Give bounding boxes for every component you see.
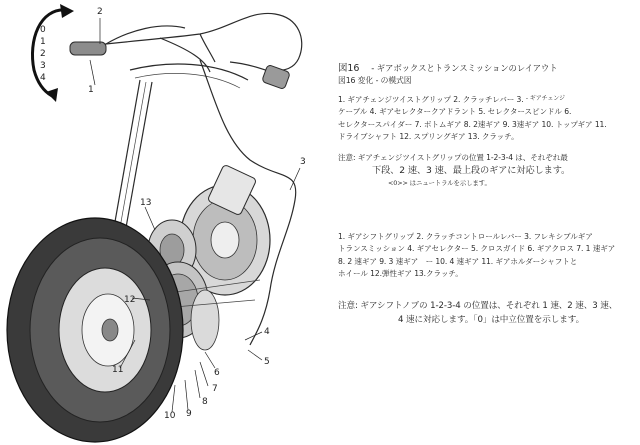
parts-list-1-line: 1. ギアチェンジツイストグリップ 2. クラッチレバー 3. $^{- ギアチェンジ}$ (338, 95, 565, 104)
callout-10: 10 (164, 411, 176, 421)
figure-title (338, 62, 636, 75)
parts-list-1 (338, 93, 636, 144)
parts-list-2-line: トランスミッション 4. ギアセレクター 5. クロスガイド 6. ギアクロス 7. 1 速ギア (338, 244, 616, 254)
callout-7: 7 (212, 384, 218, 394)
wheel (7, 218, 183, 442)
note-1-line: 下段、2 速、3 速、最上段のギアに対応します。 (372, 165, 571, 177)
grip-position-1: 1 (40, 37, 46, 47)
callout-9: 9 (186, 409, 192, 419)
callout-13: 13 (140, 198, 152, 208)
caption-column (338, 62, 636, 327)
note-1-line: 注意: ギアチェンジツイストグリップの位置 1-2-3-4 は、それぞれ最 (338, 152, 568, 162)
parts-list-2 (338, 231, 636, 281)
callout-12: 12 (124, 295, 136, 305)
callout-2: 2 (97, 7, 103, 17)
parts-list-1-line: ケーブル 4. ギアセレクタークアドラント 5. セレクタースピンドル 6. (338, 107, 572, 117)
callout-3: 3 (300, 157, 306, 167)
note-1-line: <0>> はニュートラルを示します。 (388, 179, 491, 188)
handlebar (70, 13, 302, 89)
callout-5: 5 (264, 357, 270, 367)
callout-1: 1 (88, 85, 94, 95)
note-1 (338, 152, 636, 189)
grip-position-4: 4 (40, 73, 46, 83)
grip-position-labels (40, 25, 46, 83)
callout-4: 4 (264, 327, 270, 337)
figure-title-text: - ギアボックスとトランスミッションのレイアウト (371, 63, 558, 73)
parts-list-1-line: ドライブシャフト 12. スプリングギア 13. クラッチ。 (338, 132, 519, 142)
note-2-line: 注意: ギアシフトノブの 1-2-3-4 の位置は、それぞれ 1 速、2 速、3 速、 (338, 300, 618, 311)
callout-8: 8 (202, 397, 208, 407)
grip-position-2: 2 (40, 49, 46, 59)
callout-11: 11 (112, 365, 124, 375)
parts-list-2-line: 1. ギアシフトグリップ 2. クラッチコントロールレバー 3. フレキシブルギア (338, 232, 593, 242)
callout-6: 6 (214, 368, 220, 378)
parts-list-1-small-note: - ギアチェンジ (525, 95, 565, 102)
grip-position-3: 3 (40, 61, 46, 71)
grip-position-0: 0 (40, 25, 46, 35)
parts-list-2-line: ホイール 12.弾性ギア 13.クラッチ。 (338, 269, 463, 279)
parts-list-2-line: 8. 2 速ギア 9. 3 速ギア ー 10. 4 速ギア 11. ギアホルダーシャフトと (338, 256, 578, 266)
grip-rotation-arrow (32, 4, 74, 102)
note-2-line: 4 速に対応します。「0」は中立位置を示します。 (398, 314, 585, 325)
figure-subtitle: 図16 変化 - の模式図 (338, 76, 412, 85)
parts-list-1-line: セレクタースパイダー 7. ボトムギア 8. 2速ギア 9. 3速ギア 10. トップギア 11. (338, 119, 607, 129)
note-2 (338, 299, 636, 327)
figure-number: 図16 (338, 63, 360, 74)
